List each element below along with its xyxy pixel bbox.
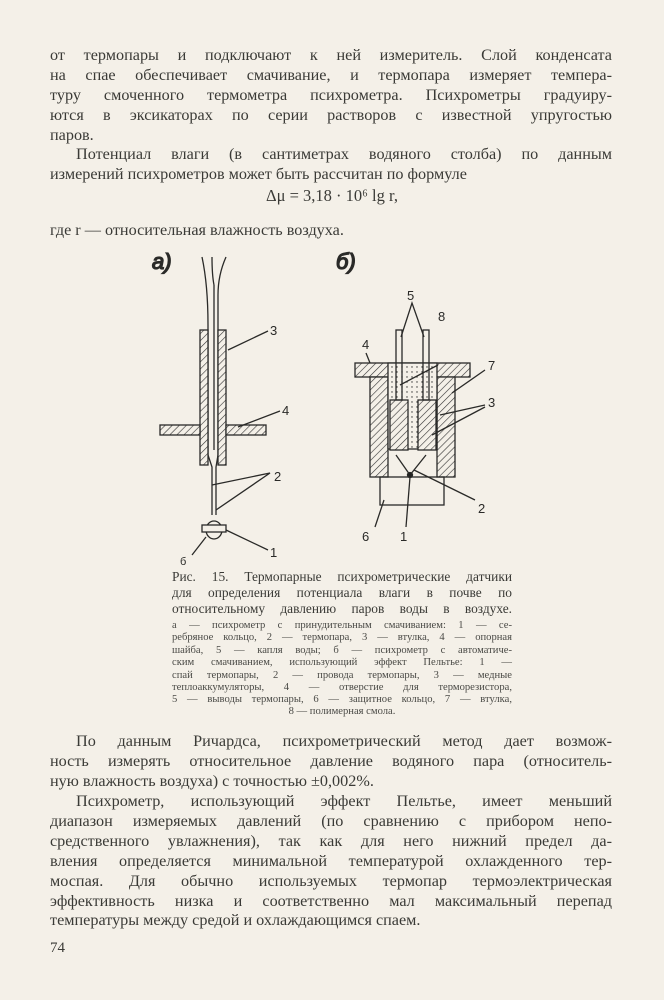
text-line: температуры между средой и охлаждающимся спаем. <box>50 911 421 929</box>
legend-line: 5 — выводы термопары, 6 — защитное кольцо, 7 — втулка, <box>172 694 512 705</box>
label: 6 <box>362 529 370 544</box>
legend-line: ским смачиванием, использующий эффект Пельтье: 1 — <box>172 657 512 668</box>
panel-label-a: а) <box>152 249 172 274</box>
label: 4 <box>362 337 370 352</box>
text-line: туру смоченного термометра психрометра. Психрометры градуиру- <box>50 86 612 104</box>
text-line: измерений психрометров может быть рассчитан по формуле <box>50 165 467 183</box>
diagram-a <box>152 249 289 565</box>
text-line: диапазон измеряемых давлений (по сравнению с прибором непо- <box>50 812 612 830</box>
text-line: средственного увлажнения), так как для него нижний предел да- <box>50 832 612 850</box>
text-line: паров. <box>50 126 94 144</box>
text-line: вления определяется минимальной температурой охлажденного тер- <box>50 852 612 870</box>
label: 4 <box>282 403 290 418</box>
caption-line: относительному давлению паров воды в воздухе. <box>172 601 512 616</box>
figure-15 <box>140 245 520 565</box>
legend-line: теплоаккумуляторы, 4 — отверстие для терморезистора, <box>172 682 512 693</box>
label: 2 <box>274 469 282 484</box>
label: 7 <box>488 358 496 373</box>
label: 1 <box>270 545 278 560</box>
legend-line: шайба, 5 — капля воды; б — психрометр с автоматиче- <box>172 645 512 656</box>
page-number: 74 <box>50 940 65 956</box>
caption-line: для определения потенциала влаги в почве по <box>172 585 512 600</box>
label: 8 <box>438 309 446 324</box>
label: 5 <box>407 288 415 303</box>
formula: Δμ = 3,18 · 10⁶ lg r, <box>266 186 398 205</box>
label: 1 <box>400 529 408 544</box>
label: 3 <box>488 395 496 410</box>
text-line: По данным Ричардса, психрометрический метод дает возмож- <box>76 732 612 750</box>
text-line: на спае обеспечивает смачивание, и термопара измеряет темпера- <box>50 66 612 84</box>
label: 3 <box>270 323 278 338</box>
text-line: ную влажность воздуха) с точностью ±0,002%. <box>50 772 374 790</box>
label: б <box>180 556 187 565</box>
legend-line: а — психрометр с принудительным смачиванием: 1 — се- <box>172 620 512 631</box>
text-line: эффективность низка и соответственно мал максимальный перепад <box>50 892 612 910</box>
diagram-b <box>336 249 495 544</box>
panel-label-b: б) <box>336 249 356 274</box>
formula-explanation: где r — относительная влажность воздуха. <box>50 221 344 239</box>
text-line: Психрометр, использующий эффект Пельтье, имеет меньший <box>76 792 612 810</box>
caption-line: Рис. 15. Термопарные психрометрические датчики <box>172 569 512 584</box>
legend-line: 8 — полимерная смола. <box>288 706 396 717</box>
label: 2 <box>478 501 486 516</box>
text-line: от термопары и подключают к ней измеритель. Слой конденсата <box>50 46 612 64</box>
text-line: моспая. Для обычно используемых термопар термоэлектрическая <box>50 872 612 890</box>
text-line: Потенциал влаги (в сантиметрах водяного столба) по данным <box>76 145 612 163</box>
text-line: ность измерять относительное давление водяного пара (относитель- <box>50 752 612 770</box>
text-line: ются в эксикаторах по серии растворов с известной упругостью <box>50 106 612 124</box>
legend-line: ребряное кольцо, 2 — термопара, 3 — втулка, 4 — опорная <box>172 632 512 643</box>
legend-line: спай термопары, 2 — провода термопары, 3 — медные <box>172 670 512 681</box>
